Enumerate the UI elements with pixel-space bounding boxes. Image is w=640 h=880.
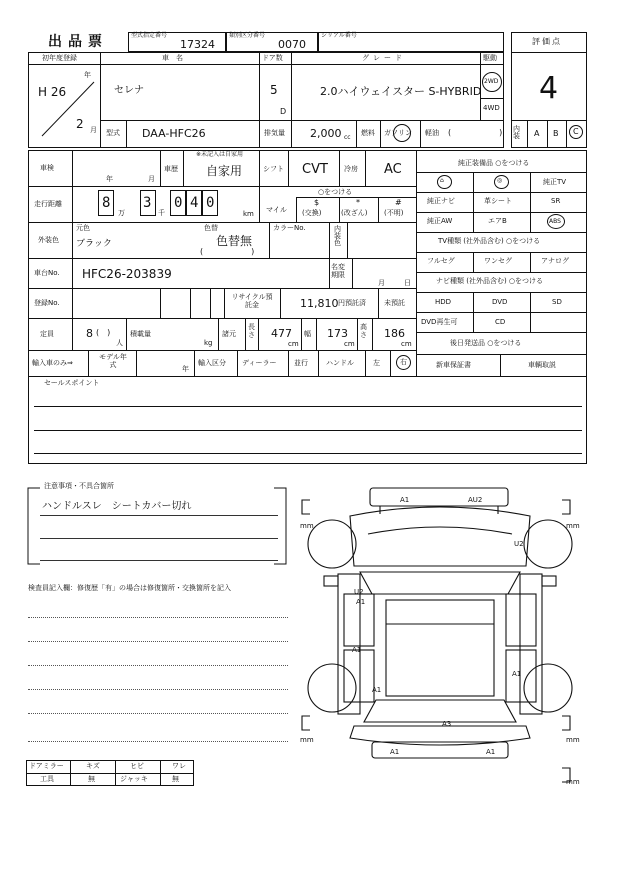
date-slash (40, 80, 96, 138)
tv-analog: アナログ (541, 257, 569, 265)
length-label: 長さ (248, 323, 255, 339)
height: 186 (384, 327, 405, 340)
equip-leather: 革シート (484, 197, 512, 205)
insp-month: 月 (148, 175, 155, 183)
man-unit: 万 (118, 209, 125, 217)
history-note: ※未記入は自家用 (196, 151, 244, 158)
color-no-label: カラーNo. (273, 224, 306, 232)
interior-label: 内装 (513, 125, 520, 140)
model-year-unit: 年 (182, 365, 189, 373)
width: 173 (327, 327, 348, 340)
legend-h-3: ヒビ (130, 762, 144, 770)
recycle-unit: 円預託済 (338, 299, 366, 307)
navi-dvd-play: DVD再生可 (421, 318, 458, 326)
month-suffix: 月 (90, 126, 97, 134)
nc-month: 月 (378, 279, 385, 287)
navi-hdd: HDD (435, 298, 452, 306)
unknown: (不明) (384, 209, 404, 217)
mark-front-bumper-au2: AU2 (468, 496, 483, 504)
doors: 5 (270, 83, 278, 97)
history-label: 車歴 (164, 165, 178, 173)
class-no-label: 類別区分番号 (229, 32, 266, 39)
interior-color-label: 内装色 (334, 225, 341, 247)
mm-rear-right: mm (566, 736, 580, 744)
inspector-note: 検査員記入欄：修復歴「有」の場合は修復箇所・交換箇所を記入 (28, 584, 231, 592)
length: 477 (271, 327, 292, 340)
interior-a: A (534, 129, 540, 138)
tampered: (改ざん) (341, 209, 368, 217)
mark-left-rear-door-a1: A1 (352, 646, 362, 654)
exchange: (交換) (302, 209, 322, 217)
capacity-label: 定員 (40, 330, 54, 338)
equip-title: 純正装備品 ○をつける (458, 159, 530, 167)
recycle-label: リサイクル預託金 (231, 293, 273, 310)
parallel: 並行 (294, 359, 308, 367)
score-label: 評価点 (532, 37, 562, 46)
cc-unit: cc (344, 134, 351, 141)
handle-right: 右 (400, 358, 407, 366)
mileage-digit-5: 0 (206, 195, 215, 211)
doors-label: ドア数 (262, 54, 283, 62)
first-reg-era: H 26 (38, 85, 67, 99)
not-deposit: 未預託 (384, 299, 405, 307)
diesel-paren: ( ) (448, 128, 503, 137)
car-damage-diagram (290, 476, 602, 786)
model-label: 型式 (106, 129, 120, 137)
chassis-label: 車台No. (34, 269, 60, 277)
width-cm: cm (344, 340, 355, 348)
mark-rear-bumper-a1: A1 (390, 748, 400, 756)
capacity-paren: ( ) (96, 328, 111, 337)
legend-h-4: ワレ (172, 762, 186, 770)
later-warranty: 新車保証書 (436, 361, 471, 369)
drive-2wd: 2WD (484, 78, 499, 85)
history: 自家用 (206, 164, 243, 178)
tv-fullseg: フルセグ (427, 257, 455, 265)
capacity-unit: 人 (116, 339, 123, 347)
equip-icon-2-glyph: ◎ (497, 177, 503, 184)
fuel-gasoline: ガソリン (384, 129, 412, 137)
recycle: 11,810 (300, 297, 339, 310)
equip-navi: 純正ナビ (427, 197, 455, 205)
drive-4wd: 4WD (483, 104, 500, 112)
fuel-diesel: 軽油 (425, 129, 439, 137)
legend-v-2: 無 (88, 775, 95, 783)
import-div-label: 輸入区分 (198, 359, 226, 367)
mileage-digit-3: 0 (174, 195, 183, 211)
sales-point-label: セールスポイント (44, 379, 100, 387)
chassis: HFC26-203839 (82, 267, 172, 281)
tv-title: TV種類 (社外品含む) ○をつける (438, 237, 541, 245)
mm-front-right: mm (566, 522, 580, 530)
legend-v-4: 無 (172, 775, 179, 783)
displacement: 2,000 (310, 127, 342, 140)
navi-cd: CD (495, 318, 506, 326)
car-name-label: 車 名 (162, 54, 183, 62)
legend-h-2: キズ (86, 762, 100, 770)
mark-rear-a3: A3 (442, 720, 452, 728)
cooler-label: 冷房 (344, 165, 358, 173)
navi-title: ナビ種類 (社外品含む) ○をつける (436, 277, 544, 285)
nc-day: 日 (404, 279, 411, 287)
equip-abs: ABS (549, 218, 561, 225)
navi-sd: SD (552, 298, 562, 306)
form-title: 出品票 (48, 34, 108, 50)
name-change-label: 名変期限 (331, 263, 345, 280)
equip-airbag: エアB (488, 217, 507, 225)
length-cm: cm (288, 340, 299, 348)
model: DAA-HFC26 (142, 127, 206, 140)
door-type: D (280, 107, 287, 116)
sen-unit: 千 (158, 209, 165, 217)
mark-left-quarter-a1: A1 (372, 686, 382, 694)
mark-left-door-u2: U2 (354, 588, 364, 596)
mm-rear-left: mm (300, 736, 314, 744)
equip-icon-1-glyph: ⌂ (440, 177, 444, 184)
handle-left: 左 (373, 359, 380, 367)
orig-color: ブラック (76, 239, 112, 249)
interior-c: C (573, 127, 579, 136)
reg-label: 登録No. (34, 299, 60, 307)
grade: 2.0ハイウェイスター S-HYBRID (320, 85, 482, 98)
height-label: 高さ (360, 323, 367, 339)
hash-mark: # (395, 198, 402, 207)
mileage-digit-2: 3 (143, 195, 152, 211)
mileage-digit-1: 8 (102, 195, 111, 211)
notes-bracket (26, 486, 288, 566)
mileage-digit-4: 4 (190, 195, 199, 211)
legend-v-3: ジャッキ (120, 775, 148, 783)
color-change: 色替無 (216, 234, 253, 248)
cooler: AC (384, 162, 402, 177)
star-mark: * (356, 198, 360, 207)
class-no: 0070 (278, 38, 306, 51)
mileage-label: 走行距離 (34, 200, 62, 208)
mile-label: マイル (266, 206, 287, 214)
tv-oneseg: ワンセグ (484, 257, 512, 265)
drive-label: 駆動 (483, 54, 497, 62)
year-suffix: 年 (84, 71, 91, 79)
legend-h-1: ドアミラー (29, 762, 64, 770)
model-year-label: モデル年式 (99, 353, 127, 369)
equip-tv: 純正TV (543, 178, 567, 186)
dollar-mark: $ (314, 198, 320, 207)
km-unit: km (243, 210, 254, 218)
later-manual: 車輌取説 (528, 361, 556, 369)
color-change-label: 色替 (204, 224, 218, 232)
first-reg-label: 初年度登録 (42, 54, 77, 62)
type-no-label: 型式指定番号 (131, 32, 168, 39)
mm-spare: mm (566, 778, 580, 786)
equip-aw: 純正AW (427, 217, 453, 225)
mark-front-right-u2: U2 (514, 540, 524, 548)
legend-v-1: 工具 (40, 775, 54, 783)
capacity: 8 (86, 327, 93, 340)
width-label: 幅 (304, 330, 311, 338)
circle-note: ○をつける (318, 188, 353, 196)
shift-label: シフト (263, 165, 284, 173)
dims-label: 諸元 (222, 330, 236, 338)
notes-label: 注意事項・不具合箇所 (44, 482, 114, 490)
mm-front-left: mm (300, 522, 314, 530)
load-label: 積載量 (130, 330, 151, 338)
mark-front-bumper-a1: A1 (400, 496, 410, 504)
dealer: ディーラー (242, 359, 277, 367)
car-name: セレナ (114, 85, 144, 96)
shift: CVT (302, 162, 328, 177)
navi-dvd: DVD (492, 298, 508, 306)
color-label: 外装色 (38, 236, 59, 244)
inspection-label: 車検 (40, 164, 54, 172)
interior-b: B (553, 129, 559, 138)
score-value: 4 (539, 71, 559, 106)
color-paren: ( ) (200, 247, 255, 256)
equip-sr: SR (551, 197, 561, 205)
fuel-label: 燃料 (361, 129, 375, 137)
mark-rear-bumper-a1-b: A1 (486, 748, 496, 756)
type-no: 17324 (180, 38, 215, 51)
load-unit: kg (204, 339, 213, 347)
handle-label: ハンドル (326, 359, 354, 367)
first-reg-month: 2 (76, 117, 84, 131)
mark-right-quarter-a1: A1 (512, 670, 522, 678)
insp-year: 年 (106, 175, 113, 183)
displacement-label: 排気量 (264, 129, 285, 137)
serial-label: シリアル番号 (321, 32, 357, 39)
notes-line-1: ハンドルスレ シートカバー切れ (42, 501, 192, 512)
later-title: 後日発送品 ○をつける (450, 339, 522, 347)
grade-label: グレード (362, 54, 406, 62)
import-label: 輸入車のみ⇒ (32, 359, 73, 367)
orig-color-label: 元色 (76, 224, 90, 232)
mark-left-door-a1: A1 (356, 598, 366, 606)
height-cm: cm (401, 340, 412, 348)
